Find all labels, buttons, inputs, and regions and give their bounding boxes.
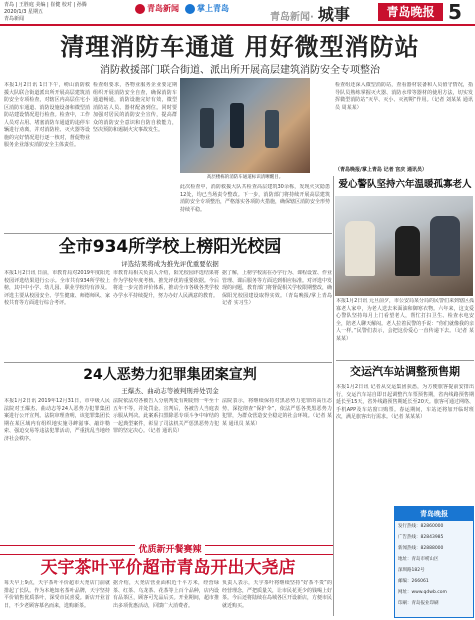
article5-headline: 24人恶势力犯罪集团案宣判: [83, 367, 257, 383]
logo-qingdao-news: [135, 3, 179, 14]
article1-byline: （青岛晚报/掌上青岛 记者 宫庆 通讯员）: [335, 167, 428, 173]
article4-body: 本报1月2日讯 记者从交运集团获悉，为方便旅客提前安排出行，交运汽车站自即日起调整汽车票预售期，省内线路预售期延长至15天，省外线路预售期延长至20天。旅客可通过网络、手机APP及车站窗口购票。春运期间，车站还将加开临时班次，满足旅客出行需求。（记者 某某某）: [336, 384, 474, 420]
article2-subhead: 评选结果将成为推先评优重要依据: [121, 260, 219, 268]
info-box-line: 地址：青岛市崂山区: [398, 557, 439, 562]
info-box-line: 广告热线：82843985: [398, 535, 444, 540]
article5-col1: 本报1月2日讯 2019年12月31日，市中级人民法院对王爆杰、曲动志等24人恶势力犯罪集团案进行公开宣判。法院审理查明，该犯罪集团长期在某区域内有组织地实施寻衅滋事、敲诈勒索、强迫交易等违法犯罪活动，严重扰乱当地经济社会秩序。: [4, 398, 110, 442]
article1-col2: 检查组要求，各物业服务企业要定期组织开展消防安全自查，确保消防车通道畅通，消防设施完好有效，微型消防站人员、器材配备到位。同时要加强对居民的消防安全宣传，提高群众的消防安全意识和自防自救能力，坚决预防和遏制火灾事故发生。: [93, 82, 177, 133]
section-small: 青岛新闻·: [270, 12, 314, 23]
header-meta-line: 青岛新闻: [4, 16, 25, 22]
photo-figure: [230, 103, 244, 148]
article1-col1: 本报1月2日讯 1日下午，崂山消防救援大队联合街道派出所开展高层建筑消防安全专项检查，对辖区内高层住宅小区消防车通道、消防设施设备和微型消防站建设情况进行检查。检查中，工作人员对占用、堵塞消防车通道的违停车辆进行劝离，并对消防栓、灭火器等设施的完好情况进行逐一核对，督促物业服务企业落实消防安全主体责任。: [4, 82, 90, 148]
header-logos: [135, 3, 229, 14]
info-box-line: 邮编：266061: [398, 579, 429, 584]
page-number: 5: [448, 0, 462, 24]
section-big: 城事: [317, 5, 350, 24]
article5-col3: 法院表示，将继续保持对黑恶势力犯罪的高压态势，深挖彻查“保护伞”，依法严惩各类黑恶势力犯罪，为群众营造安全稳定的社会环境。（记者 某某 通讯员 某某）: [222, 398, 332, 427]
article2-headline: 全市934所学校上榜阳光校园: [58, 237, 282, 257]
photo-figure: [345, 221, 375, 276]
info-box-line: 网址：www.qdwb.com: [398, 590, 447, 595]
info-box: [394, 506, 474, 618]
photo-figure: [430, 216, 460, 276]
article1-headline: 清理消防车通道 用好微型消防站: [60, 33, 420, 61]
divider-vertical: [333, 176, 334, 616]
logo-a-label: 青岛新闻: [147, 4, 179, 13]
article1-col4: 检查组还深入微型消防站，查看器材装备和人员值守情况，指导队员熟练掌握灭火器、消防水带等器材的使用方法，切实发挥微型消防站“灭早、灭小、灭初期”作用。（记者 刘某某 通讯员 周某某）: [335, 82, 473, 111]
divider: [4, 233, 332, 234]
info-box-line: 印刷：青岛报业印刷: [398, 601, 439, 606]
logo-b-label: 掌上青岛: [197, 4, 229, 13]
divider: [4, 362, 332, 363]
article6-col3: 负责人表示，天宇茶叶将继续坚持“好茶不贵”的经营理念，严把质量关，让市民花更少的钱喝上好茶。今后还将陆续在岛城各区开设新店，方便市民就近购买。: [222, 580, 332, 609]
article1-col3: 此次检查中，消防救援大队共检查高层建筑30余栋，发现火灾隐患12处，均已当场责令整改。下一步，消防部门将持续开展高层建筑消防安全专项整治，严格落实各项防火措施，确保辖区消防安全形势持续平稳。: [180, 184, 330, 213]
article6-headline: 天宇茶叶平价超市青岛开出大尧店: [40, 558, 296, 578]
info-box-title: 青岛晚报: [395, 507, 473, 521]
article3-body: 本报1月2日讯 元旦前夕，市公安局某分局的民警们来到辖区孤寡老人家中，为老人送去米面油和御寒衣物。六年来，这支爱心警队坚持每月上门看望老人，帮忙打扫卫生、检查水电安全，陪老人聊天解闷。老人拉着民警的手说：“你们就像我的亲人一样。”民警们表示，会把这份爱心一直传递下去。（记者 某某某）: [336, 298, 474, 342]
banner-label: 优质新开餐赛辣: [135, 540, 205, 560]
article2-col2: 市教育局相关负责人介绍，阳光校园评选结果将作为学校年度考核、推先评优的重要依据。今后将进一步完善评价体系，推动全市各级各类学校办学水平持续提升，努力办好人民满意的教育。: [113, 270, 219, 299]
logo-palm-qingdao: [185, 3, 229, 14]
article1-subhead: 消防救援部门联合街道、派出所开展高层建筑消防安全专项整治: [100, 65, 380, 76]
article1-photo: [180, 78, 310, 173]
info-box-line: 深圳路182号: [398, 568, 425, 573]
article4-headline: 交运汽车站调整预售期: [350, 365, 460, 378]
header-meta: [4, 2, 124, 23]
photo-figure: [265, 110, 279, 148]
page-header: [0, 0, 475, 26]
section-title: [270, 2, 350, 25]
article2-col1: 本报1月2日讯 日前，市教育局对2019年度阳光校园评选结果进行公示。全市共有934所学校上榜，其中中小学、幼儿园、职业学校均有涉及。评选主要从校园安全、学生健康、师德师风、家校共育等方面进行综合考评。: [4, 270, 110, 306]
article6-col1: 每天早上9点，天宇茶叶平价超市大尧店门前就排起了长队。作为本地知名茶叶品牌，天宇坚持平价销售优质茶叶，深受市民喜爱。新店开业首日，不少老顾客慕名而来，选购新茶。: [4, 580, 110, 609]
divider: [336, 360, 474, 361]
info-box-line: 发行热线：82860000: [398, 524, 444, 529]
article1-photo-caption: 高层楼栋的消防车通道标识清晰醒目。: [206, 175, 284, 180]
photo-figure: [395, 226, 420, 276]
header-meta-line: 2020/1/3 星期五: [4, 9, 44, 15]
photo-figure: [200, 108, 214, 148]
header-meta-line: 青岛 | 王胜庭 美编 | 崔健 校对 | 孙腾: [4, 2, 87, 8]
logo-circle-icon: [135, 4, 145, 14]
info-box-line: 新闻热线：82888000: [398, 546, 444, 551]
article2-col3: 据了解，上榜学校需在办学行为、课程设置、作业管理、课后服务等方面达到相应标准。对评选中发现的问题，教育部门将督促相关学校限期整改，确保阳光校园建设取得实效。（青岛晚报/掌上青岛 记者 实习生）: [222, 270, 332, 306]
article5-subhead: 王爆杰、曲动志等被判刑并处罚金: [121, 387, 219, 395]
article5-col2: 法院依法对各被告人分别判处有期徒刑一年至十五年不等，并处罚金。宣判后，各被告人当庭表示服从判决。此案系扫黑除恶专项斗争中审结的一起典型案件，彰显了司法机关严惩黑恶势力犯罪的坚定决心。（记者 通讯员）: [113, 398, 219, 434]
logo-circle-icon: [185, 4, 195, 14]
article3-headline: 爱心警队坚持六年温暖孤寡老人: [338, 179, 472, 190]
paper-name: 青岛晚报: [378, 3, 443, 21]
article3-photo: [335, 196, 473, 296]
ad-banner: [0, 540, 333, 560]
article6-col2: 据介绍，大尧店营业面积近千平方米，经营绿茶、红茶、乌龙茶、花茶等上百个品种，店内设有品茶区，顾客可先品后买。开业期间，超市推出多项优惠活动，回馈广大消费者。: [113, 580, 219, 609]
